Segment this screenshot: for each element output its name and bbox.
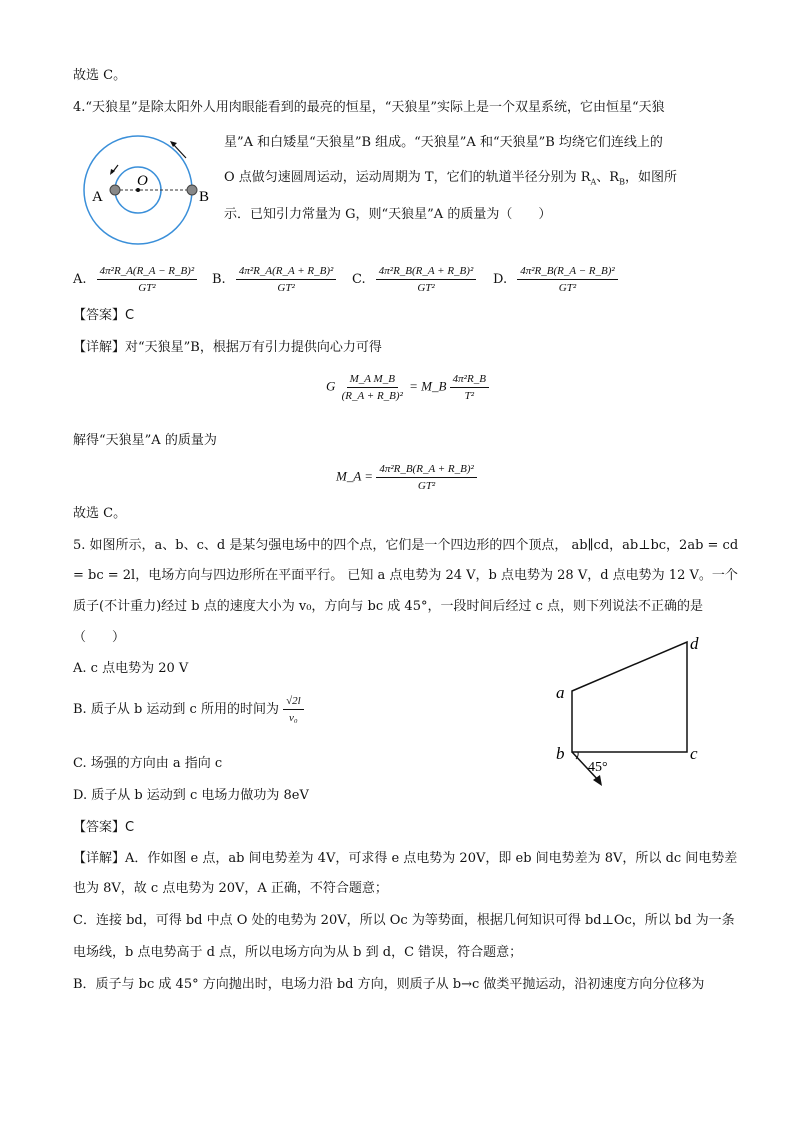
q4-equation-2: M_A = $\frac{\text{4π²R\_B(R\_A + R\_B)²}}{\text{GT²}}$	[336, 462, 477, 493]
q5-detail-4: 电场线，b 点电势高于 d 点，所以电场方向为从 b 到 d，C 错误，符合题意；	[73, 945, 523, 960]
quadrilateral-diagram	[550, 628, 710, 792]
label-o: O	[137, 173, 148, 189]
q4-line1	[73, 98, 665, 118]
vertex-a: a	[556, 683, 565, 702]
vertex-b: b	[556, 744, 565, 763]
q5-option-d[interactable]: D. 质子从 b 运动到 c 电场力做功为 8eV	[73, 788, 309, 803]
label-b: B	[199, 189, 210, 205]
q4-option-d[interactable]: D. $\frac{\text{4π²R\_B(R\_A − R\_B)²}}{\text{GT²}}$	[493, 264, 618, 295]
q4-line2: 星”A 和白矮星“天狼星”B 组成。“天狼星”A 和“天狼星”B 均绕它们连线上的	[224, 135, 663, 150]
vertex-c: c	[690, 744, 698, 763]
binary-star-diagram	[82, 124, 216, 254]
label-a: A	[92, 189, 103, 205]
q5-option-a[interactable]: A. c 点电势为 20 V	[73, 661, 189, 676]
q5-answer: 【答案】C	[73, 820, 135, 835]
q4-equation-1: G $\frac{\text{M\_A M\_B}}{\text{(R\_A + R\_B)²}}$ = M_B $\frac{\text{4π²R\_B}}{\text{T²}}$	[326, 372, 489, 403]
q5-detail-2: 也为 8V，故 c 点电势为 20V，A 正确，不符合题意；	[73, 881, 388, 896]
q5-option-b[interactable]: B. 质子从 b 运动到 c 所用的时间为 $\frac{√2l}{\text{v₀}}$	[73, 694, 304, 725]
q4-conclusion: 故选 C。	[73, 506, 127, 521]
quadrilateral	[572, 642, 687, 752]
vertex-d: d	[690, 634, 699, 653]
q5-line4: （ ）	[73, 630, 126, 645]
q4-option-c[interactable]: C. $\frac{\text{4π²R\_B(R\_A + R\_B)²}}{\text{GT²}}$	[352, 264, 476, 295]
q4-option-b[interactable]: B. $\frac{\text{4π²R\_A(R\_A + R\_B)²}}{\text{GT²}}$	[212, 264, 336, 295]
q4-text-1: “天狼星”是除太阳外人用肉眼能看到的最亮的恒星，“天狼星”实际上是一个双星系统，它由恒星“天狼	[85, 100, 665, 115]
q5-detail-3: C．连接 bd，可得 bd 中点 O 处的电势为 20V，所以 Oc 为等势面，根据几何知识可得 bd⊥Oc，所以 bd 为一条	[73, 913, 735, 928]
q5-detail-5: B．质子与 bc 成 45° 方向抛出时，电场力沿 bd 方向，则质子从 b→c 做类平抛运动，沿初速度方向分位移为	[73, 977, 705, 992]
q4-number: 4.	[73, 100, 86, 115]
prev-conclusion: 故选 C。	[73, 68, 127, 83]
angle-label: 45°	[588, 760, 608, 775]
q5-option-c[interactable]: C. 场强的方向由 a 指向 c	[73, 756, 223, 771]
q4-option-a[interactable]: A. $\frac{\text{4π²R\_A(R\_A − R\_B)²}}{\text{GT²}}$	[73, 264, 197, 295]
star-a	[110, 185, 120, 195]
q4-line4: 示．已知引力常量为 G，则“天狼星”A 的质量为（ ）	[224, 207, 552, 222]
q5-detail-1: 【详解】A．作如图 e 点，ab 间电势差为 4V，可求得 e 点电势为 20V，即 eb 间电势差为 8V，所以 dc 间电势差	[73, 851, 738, 866]
q5-line3: 质子(不计重力)经过 b 点的速度大小为 v₀，方向与 bc 成 45°，一段时间后经过 c 点，则下列说法不正确的是	[73, 599, 704, 614]
q5-line2: = bc = 2l，电场方向与四边形所在平面平行。 已知 a 点电势为 24 V，b 点电势为 28 V，d 点电势为 12 V。一个	[73, 568, 738, 583]
q4-line3: O 点做匀速圆周运动，运动周期为 T，它们的轨道半径分别为 $R_A$、$R_B$，如图所	[224, 170, 677, 187]
q5-line1: 5. 如图所示，a、b、c、d 是某匀强电场中的四个点，它们是一个四边形的四个顶点， ab∥cd，ab⊥bc，2ab = cd	[73, 538, 739, 553]
q4-solve: 解得“天狼星”A 的质量为	[73, 433, 217, 448]
q4-answer: 【答案】C	[73, 308, 135, 323]
star-b	[187, 185, 197, 195]
q4-detail: 【详解】对“天狼星”B，根据万有引力提供向心力可得	[73, 340, 382, 355]
